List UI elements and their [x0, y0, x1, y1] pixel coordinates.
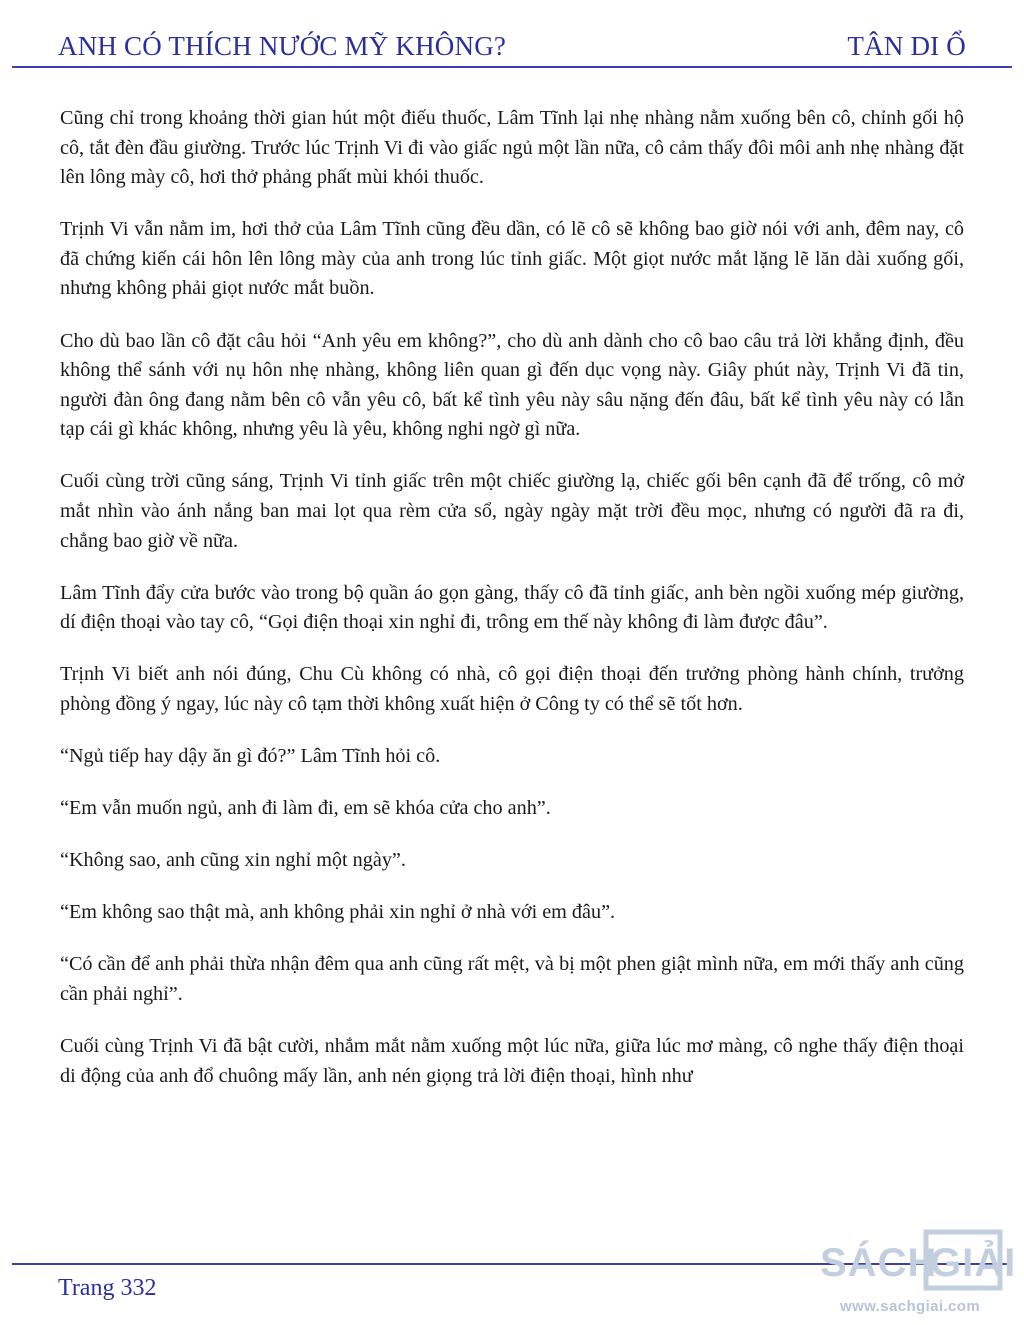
header-divider: [12, 66, 1012, 68]
paragraph: Trịnh Vi biết anh nói đúng, Chu Cù không có nhà, cô gọi điện thoại đến trưởng phòng hành chính, trưởng phòng đồng ý ngay, lúc này cô tạm thời không xuất hiện ở Công ty có thể sẽ tốt hơn.: [60, 663, 964, 715]
author-name: TÂN DI Ổ: [847, 31, 966, 61]
paragraph: Cho dù bao lần cô đặt câu hỏi “Anh yêu em không?”, cho dù anh dành cho cô bao câu trả lời khẳng định, đều không thể sánh với nụ hôn nhẹ nhàng, không liên quan gì đến dục vọng này. Giây phút này, Trịnh Vi đã tin, người đàn ông đang nằm bên cô vẫn yêu cô, bất kể tình yêu này sâu nặng đến đâu, bất kể tình yêu này có lẫn tạp cái gì khác không, nhưng yêu là yêu, không nghi ngờ gì nữa.: [60, 329, 964, 441]
paragraph: “Em không sao thật mà, anh không phải xin nghỉ ở nhà với em đâu”.: [60, 901, 616, 924]
paragraph: Cuối cùng trời cũng sáng, Trịnh Vi tỉnh giấc trên một chiếc giường lạ, chiếc gối bên cạnh đã để trống, cô mở mắt nhìn vào ánh nắng ban mai lọt qua rèm cửa sổ, ngày ngày mặt trời đều mọc, nhưng có người đã ra đi, chẳng bao giờ về nữa.: [60, 470, 964, 552]
paragraph: “Không sao, anh cũng xin nghỉ một ngày”.: [60, 849, 406, 872]
watermark-logo-mark: [818, 1228, 1018, 1298]
paragraph: “Ngủ tiếp hay dậy ăn gì đó?” Lâm Tĩnh hỏi cô.: [60, 745, 441, 768]
paragraph: Lâm Tĩnh đẩy cửa bước vào trong bộ quần áo gọn gàng, thấy cô đã tỉnh giấc, anh bèn ngồi xuống mép giường, dí điện thoại vào tay cô, “Gọi điện thoại xin nghỉ đi, trông em thế này không đi làm được đâu”.: [60, 581, 964, 634]
book-title: ANH CÓ THÍCH NƯỚC MỸ KHÔNG?: [58, 31, 507, 61]
watermark-url: www.sachgiai.com: [840, 1298, 981, 1315]
paragraph: Cuối cùng Trịnh Vi đã bật cười, nhắm mắt nằm xuống một lúc nữa, giữa lúc mơ màng, cô nghe thấy điện thoại di động của anh đổ chuông mấy lần, anh nén giọng trả lời điện thoại, hình như: [60, 1035, 964, 1087]
paragraph: “Có cần để anh phải thừa nhận đêm qua anh cũng rất mệt, và bị một phen giật mình nữa, em mới thấy anh cũng cần phải nghỉ”.: [60, 953, 964, 1006]
paragraph: Cũng chỉ trong khoảng thời gian hút một điếu thuốc, Lâm Tĩnh lại nhẹ nhàng nằm xuống bên cô, chỉnh gối hộ cô, tắt đèn đầu giường. Trước lúc Trịnh Vi đi vào giấc ngủ một lần nữa, cô cảm thấy đôi môi anh nhẹ nhàng đặt lên lông mày cô, hơi thở phảng phất mùi khói thuốc.: [60, 107, 964, 189]
page-number: Trang 332: [58, 1275, 157, 1301]
watermark-logo: [818, 1228, 1018, 1320]
svg-text:GIẢI: GIẢI: [930, 1241, 1017, 1285]
paragraph: Trịnh Vi vẫn nằm im, hơi thở của Lâm Tĩnh cũng đều dần, có lẽ cô sẽ không bao giờ nói với anh, đêm nay, cô đã chứng kiến cái hôn lên lông mày của anh trong lúc tỉnh giấc. Một giọt nước mắt lặng lẽ lăn dài xuống gối, nhưng không phải giọt nước mắt buồn.: [60, 218, 964, 300]
page-body: [60, 104, 964, 1114]
svg-text:SÁCH: SÁCH: [820, 1241, 938, 1285]
running-header: [58, 22, 966, 62]
paragraph: “Em vẫn muốn ngủ, anh đi làm đi, em sẽ khóa cửa cho anh”.: [60, 797, 551, 820]
